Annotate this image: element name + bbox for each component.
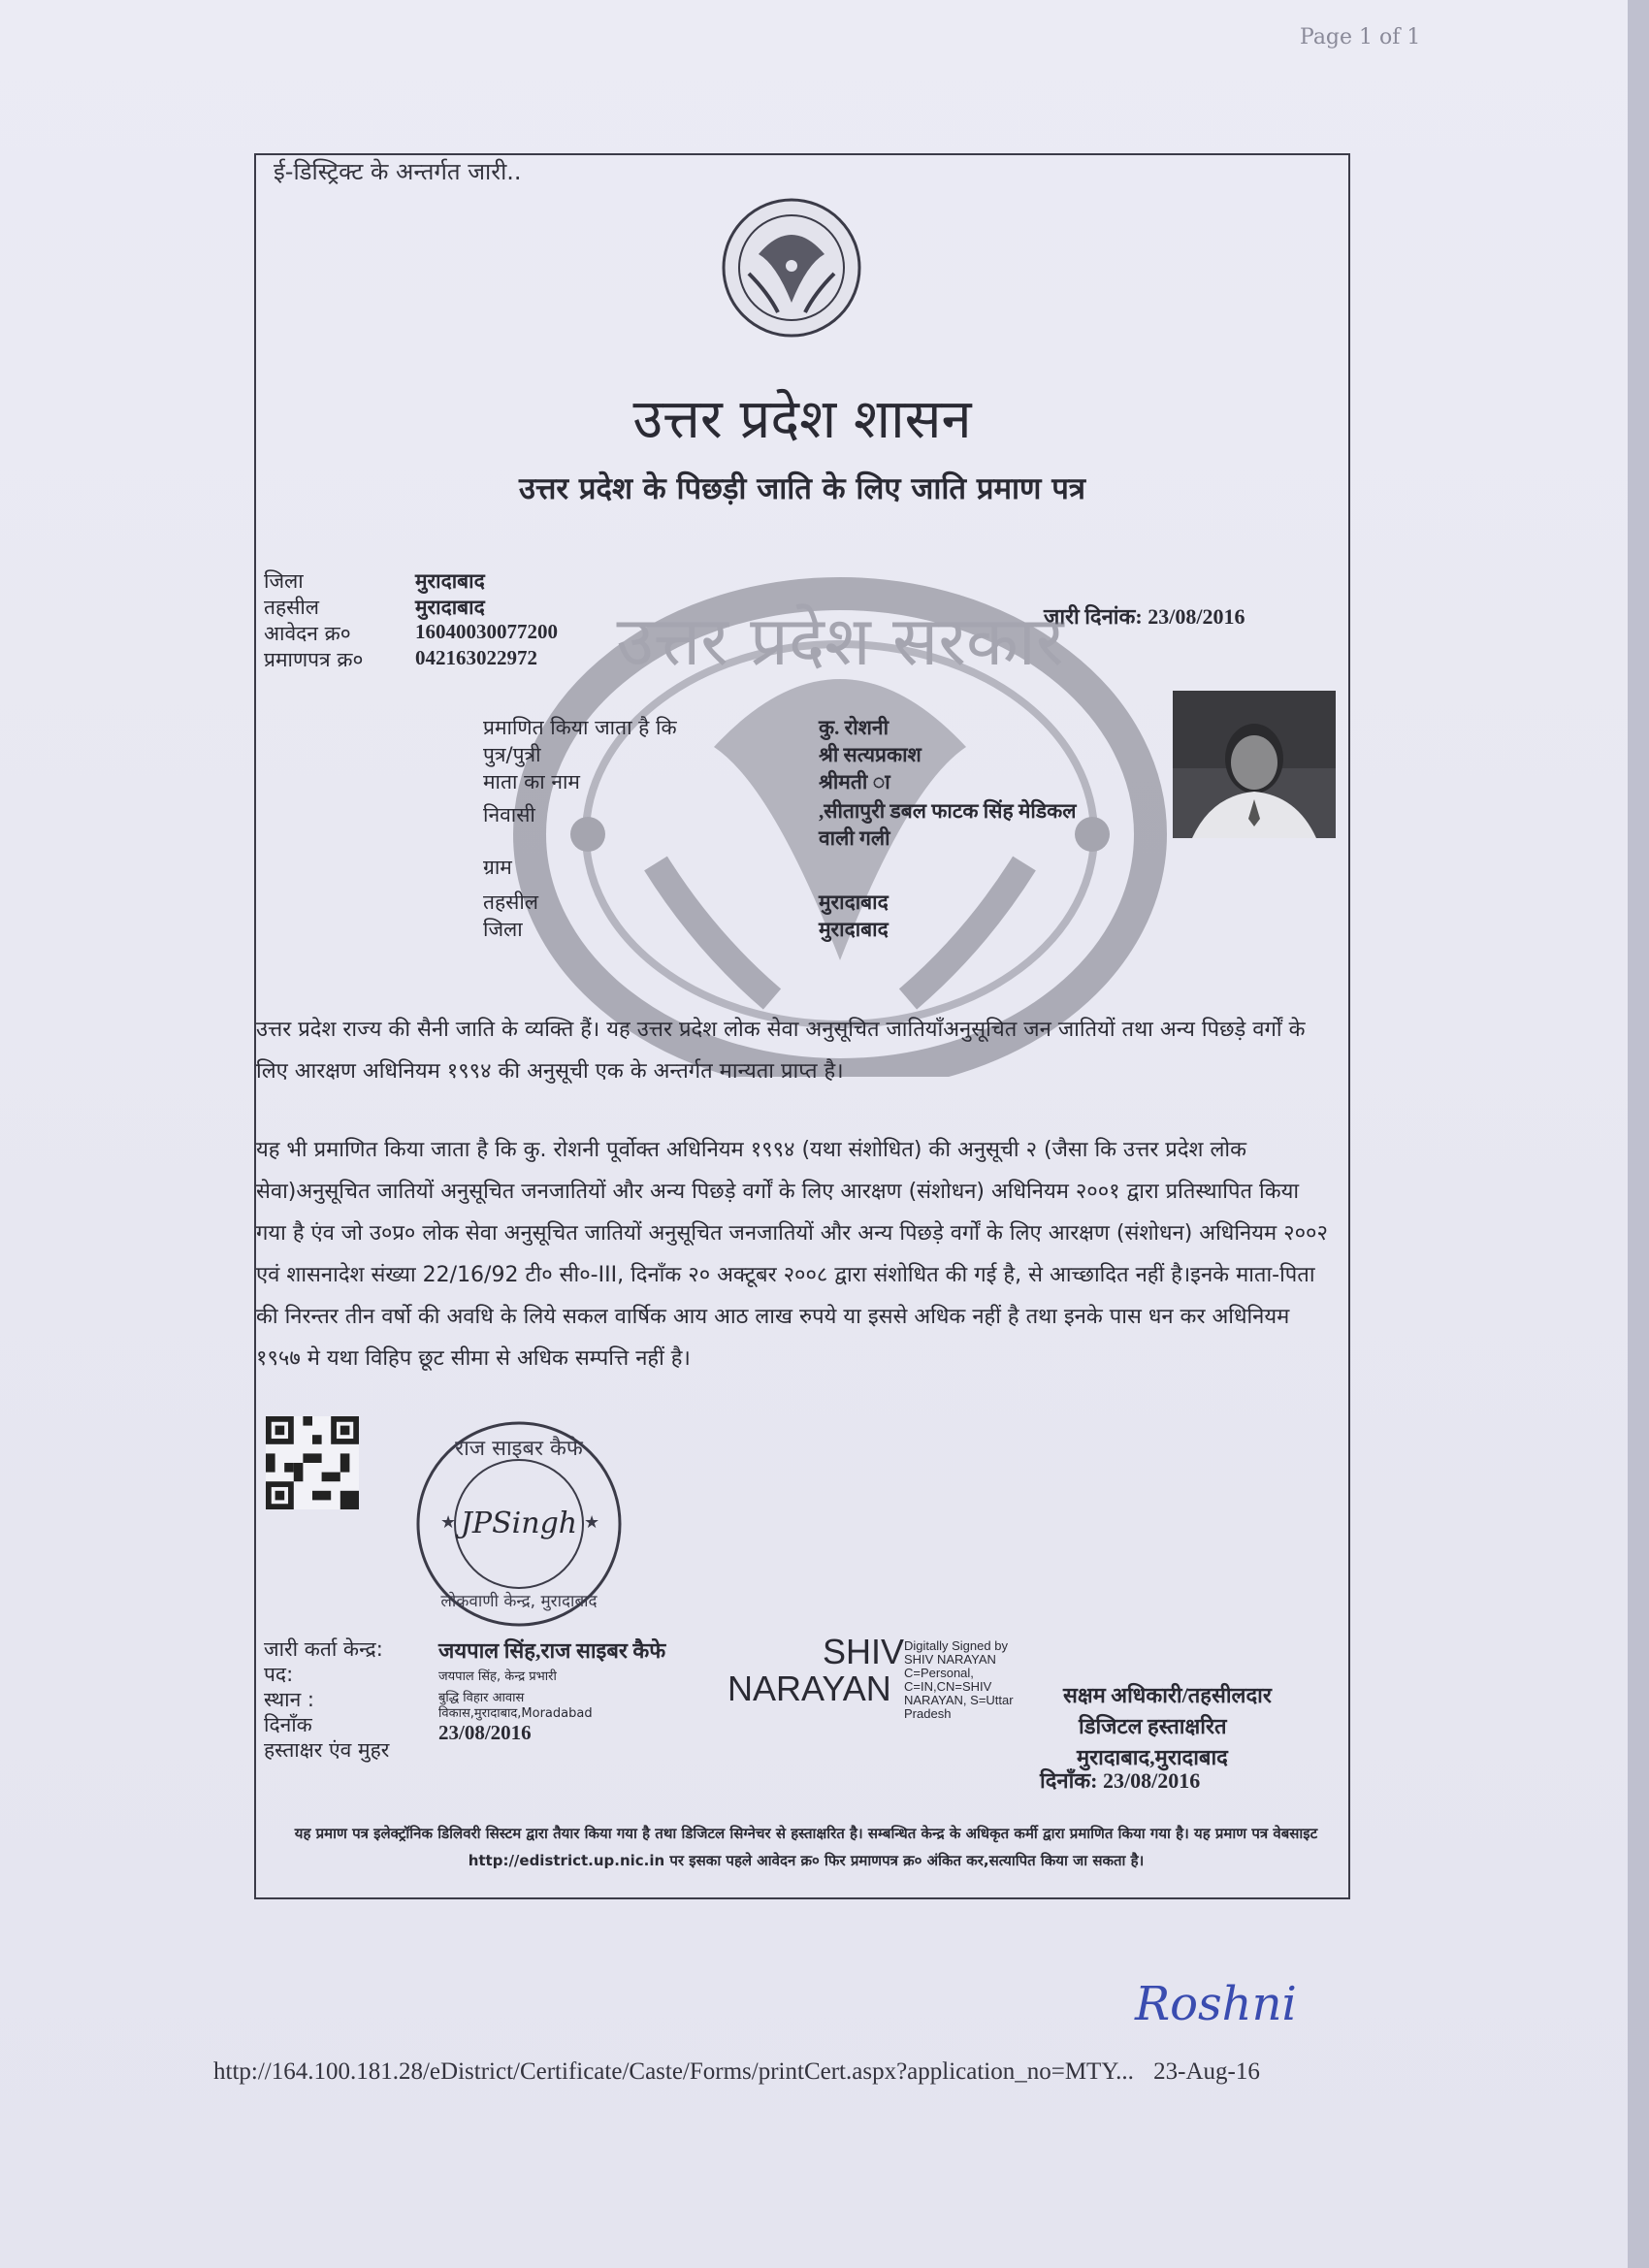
meta-tehsil-label: तहसील: [264, 596, 319, 619]
issue-date: जारी दिनांक: 23/08/2016: [1044, 604, 1245, 629]
field-certify-label: प्रमाणित किया जाता है कि: [483, 716, 677, 739]
field-tehsil-label: तहसील: [483, 891, 538, 914]
issuer-place-label: स्थान :: [264, 1688, 315, 1711]
meta-application-no-label: आवेदन क्र०: [264, 622, 351, 645]
print-url: http://164.100.181.28/eDistrict/Certificate/Caste/Forms/printCert.aspx?application_no=MTY...: [213, 2058, 1134, 2085]
svg-text:★: ★: [584, 1512, 600, 1533]
field-resident-value-line2: वाली गली: [819, 826, 890, 850]
issuer-place-line1: बुद्धि विहार आवास: [438, 1691, 525, 1705]
field-parent-label: पुत्र/पुत्री: [483, 743, 541, 766]
watermark-text: उत्तर प्रदेश सरकार: [616, 601, 1064, 681]
paragraph-creamy-layer: यह भी प्रमाणित किया जाता है कि कु. रोशनी पूर्वोक्त अधिनियम १९९४ (यथा संशोधित) की अनुसूची २ (जैसा कि उत्तर प्रदेश लोक सेवा)अनुसूचित जातियों अनुसूचित जनजातियों और अन्य पिछड़े वर्गों के लिए आरक्षण (संशोधन) अधिनियम २००१ द्वारा प्रतिस्थापित किया गया है एंव जो उ०प्र० लोक सेवा अनुसूचित जातियों अनुसूचित जनजातियों और अन्य पिछड़े वर्गों के लिए आरक्षण (संशोधन) अधिनियम २००२ एवं शासनादेश संख्या 22/16/92 टी० सी०-III, दिनाँक २० अक्टूबर २००८ द्वारा संशोधित की गई है, से आच्छादित नहीं है।इनके माता-पिता की निरन्तर तीन वर्षो की अवधि के लिये सकल वार्षिक आय आठ लाख रुपये या इससे अधिक नहीं है तथा इनके पास धन कर अधिनियम १९५७ मे यथा विहिप छूट सीमा से अधिक सम्पत्ति नहीं है।: [256, 1138, 1328, 1371]
field-parent-value: श्री सत्यप्रकाश: [819, 743, 922, 766]
svg-text:★: ★: [440, 1512, 457, 1533]
issuing-center-stamp: [411, 1416, 627, 1632]
certificate-frame: [254, 153, 1350, 1899]
applicant-photo: [1173, 691, 1336, 838]
print-url-footer: [213, 2058, 1260, 2086]
verification-note: यह प्रमाण पत्र इलेक्ट्रॉनिक डिलिवरी सिस्टम द्वारा तैयार किया गया है तथा डिजिटल सिग्नेचर से हस्ताक्षरित है। सम्बन्धित केन्द्र के अधिकृत कर्मी द्वारा प्रमाणित किया गया है। यह प्रमाण पत्र वेबसाइट http://edistrict.up.nic.in पर इसका पहले आवेदन क्र० फिर प्रमाणपत्र क्र० अंकित कर,सत्यापित किया जा सकता है।: [294, 1825, 1318, 1869]
meta-application-no-value: 16040030077200: [415, 620, 558, 643]
certificate-title: उत्तर प्रदेश शासन: [632, 388, 972, 451]
certificate-subtitle: उत्तर प्रदेश के पिछड़ी जाति के लिए जाति प्रमाण पत्र: [519, 471, 1085, 506]
issuer-center-name: जयपाल सिंह,राज साइबर कैफे: [438, 1638, 666, 1663]
digital-signature-details: Digitally Signed by SHIV NARAYAN C=Personal, C=IN,CN=SHIV NARAYAN, S=Uttar Pradesh: [904, 1638, 1014, 1721]
digital-signature-name-top: SHIV: [823, 1632, 905, 1671]
qr-code: [266, 1416, 359, 1509]
meta-certificate-no-value: 042163022972: [415, 646, 537, 669]
stamp-top-text: राज साइबर कैफे: [455, 1437, 583, 1461]
issuer-date-label: दिनाँक: [264, 1713, 312, 1736]
handwritten-name: Roshni: [1135, 1977, 1297, 2031]
authority-location: मुरादाबाद,मुरादाबाद: [1077, 1745, 1228, 1769]
issued-under-label: ई-डिस्ट्रिक्ट के अन्तर्गत जारी..: [274, 158, 522, 185]
field-name-value: कु. रोशनी: [819, 716, 889, 739]
field-district-label: जिला: [483, 918, 523, 941]
meta-tehsil-value: मुरादाबाद: [415, 596, 485, 619]
authority-digitally-signed: डिजिटल हस्ताक्षरित: [1079, 1714, 1227, 1738]
field-resident-value: ,सीतापुरी डबल फाटक सिंह मेडिकल: [819, 799, 1077, 823]
meta-district-label: जिला: [264, 569, 304, 593]
issuer-post: जयपाल सिंह, केन्द्र प्रभारी: [438, 1669, 557, 1684]
field-resident-label: निवासी: [483, 803, 535, 826]
digital-signature-name-bottom: NARAYAN: [728, 1669, 891, 1708]
paragraph-caste-recognition: उत्तर प्रदेश राज्य की सैनी जाति के व्यक्ति हैं। यह उत्तर प्रदेश लोक सेवा अनुसूचित जातियाँअनुसूचित जन जातियों तथा अन्य पिछड़े वर्गों के लिए आरक्षण अधिनियम १९९४ की अनुसूची एक के अन्तर्गत मान्यता प्राप्त है।: [256, 1018, 1306, 1084]
authority-title: सक्षम अधिकारी/तहसीलदार: [1063, 1683, 1272, 1707]
page-label: Page 1 of 1: [1300, 25, 1421, 49]
issuer-center-label: जारी कर्ता केन्द्र:: [264, 1637, 383, 1661]
meta-district-value: मुरादाबाद: [415, 569, 485, 593]
stamp-signature: JPSingh: [460, 1507, 578, 1540]
print-date: 23-Aug-16: [1153, 2058, 1260, 2085]
field-district-value: मुरादाबाद: [819, 918, 889, 941]
stamp-bottom-text: लोकवाणी केन्द्र, मुरादाबाद: [440, 1592, 598, 1611]
field-mother-label: माता का नाम: [483, 770, 580, 794]
issuer-date: 23/08/2016: [438, 1721, 532, 1744]
field-tehsil-value: मुरादाबाद: [819, 891, 889, 914]
issuer-place-line2: विकास,मुरादाबाद,Moradabad: [438, 1706, 593, 1721]
up-government-emblem: [720, 196, 863, 340]
issuer-post-label: पद:: [264, 1663, 294, 1686]
issuer-signature-label: हस्ताक्षर एंव मुहर: [264, 1738, 390, 1762]
meta-certificate-no-label: प्रमाणपत्र क्र०: [264, 648, 364, 671]
authority-date: दिनाँक: 23/08/2016: [1040, 1768, 1201, 1793]
page-edge: [1628, 0, 1649, 2268]
field-village-label: ग्राम: [483, 856, 512, 879]
field-mother-value: श्रीमती ा: [819, 770, 890, 794]
